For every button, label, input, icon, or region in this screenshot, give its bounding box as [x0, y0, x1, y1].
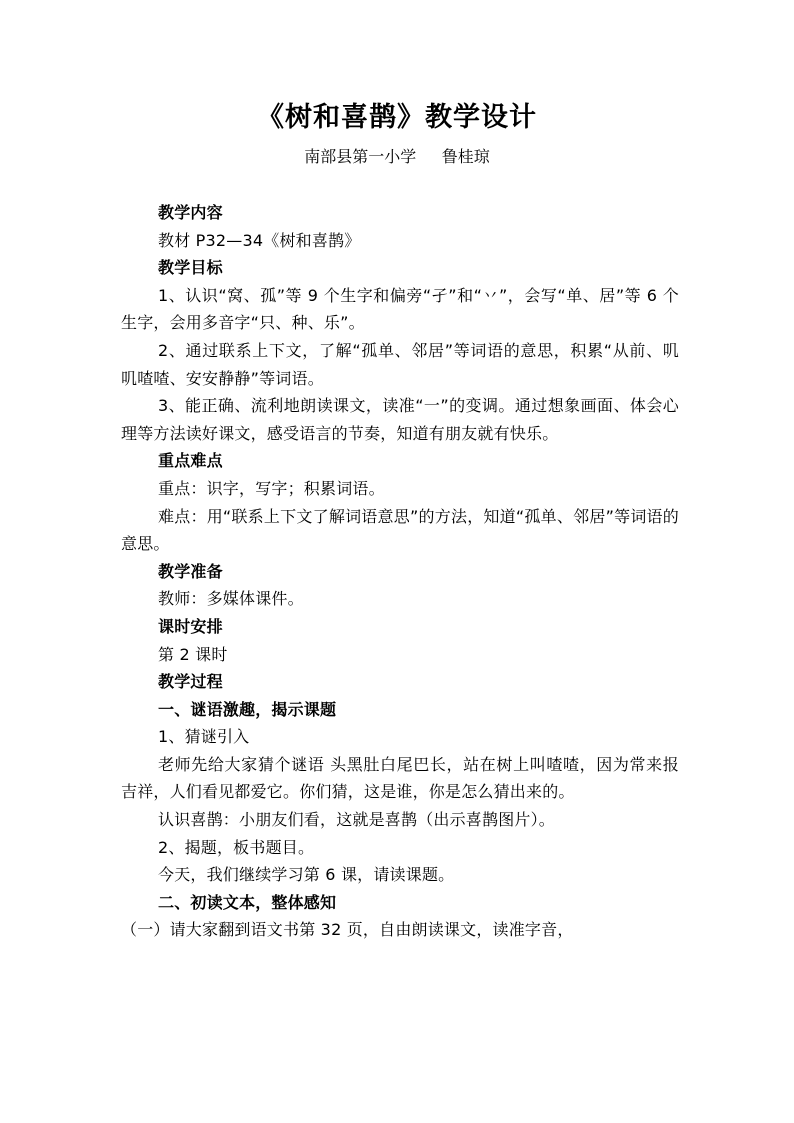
paragraph-goal-3: 3、能正确、流利地朗读课文，读准“一”的变调。通过想象画面、体会心理等方法读好课文，感受语言的节奏，知道有朋友就有快乐。 — [121, 396, 679, 443]
heading-schedule: 课时安排 — [158, 616, 223, 636]
paragraph-meet-magpie: 认识喜鹊：小朋友们看，这就是喜鹊（出示喜鹊图片）。 — [158, 810, 556, 830]
author-line: 南部县第一小学 鲁桂琼 — [304, 147, 490, 166]
paragraph-open-book: （一）请大家翻到语文书第 32 页，自由朗读课文，读准字音， — [121, 920, 574, 940]
heading-key-points: 重点难点 — [158, 451, 223, 471]
paragraph-continue-lesson: 今天，我们继续学习第 6 课，请读课题。 — [158, 865, 455, 885]
paragraph-goal-1: 1、认识“窝、孤”等 9 个生字和偏旁“孑”和“丷”，会写“单、居”等 6 个生字，会用多音字“只、种、乐”。 — [121, 285, 679, 333]
document-body — [121, 199, 679, 944]
page-title: 《树和喜鹊》教学设计 — [257, 102, 537, 133]
heading-process: 教学过程 — [158, 672, 223, 692]
paragraph-key-point: 重点：识字，写字；积累词语。 — [158, 478, 385, 498]
paragraph-textbook-pages: 教材 P32—34《树和喜鹊》 — [158, 230, 361, 250]
paragraph-preparation: 教师：多媒体课件。 — [158, 589, 304, 609]
paragraph-schedule: 第 2 课时 — [158, 644, 228, 664]
paragraph-goal-2: 2、通过联系上下文，了解“孤单、邻居”等词语的意思，积累“从前、叽叽喳喳、安安静静”等词语。 — [121, 340, 679, 388]
heading-section-1: 一、谜语激趣，揭示课题 — [158, 699, 337, 719]
paragraph-riddle-intro: 1、猜谜引入 — [158, 727, 250, 747]
heading-preparation: 教学准备 — [158, 561, 223, 581]
paragraph-reveal-title: 2、揭题，板书题目。 — [158, 837, 315, 857]
paragraph-riddle: 老师先给大家猜个谜语 头黑肚白尾巴长，站在树上叫喳喳，因为常来报吉祥，人们看见都爱它。你们猜，这是谁，你是怎么猜出来的。 — [121, 754, 679, 802]
heading-section-2: 二、初读文本，整体感知 — [158, 892, 337, 912]
heading-teaching-content: 教学内容 — [158, 203, 223, 222]
heading-teaching-goals: 教学目标 — [158, 258, 223, 278]
paragraph-difficulty: 难点：用“联系上下文了解词语意思”的方法，知道“孤单、邻居”等词语的意思。 — [121, 506, 679, 554]
